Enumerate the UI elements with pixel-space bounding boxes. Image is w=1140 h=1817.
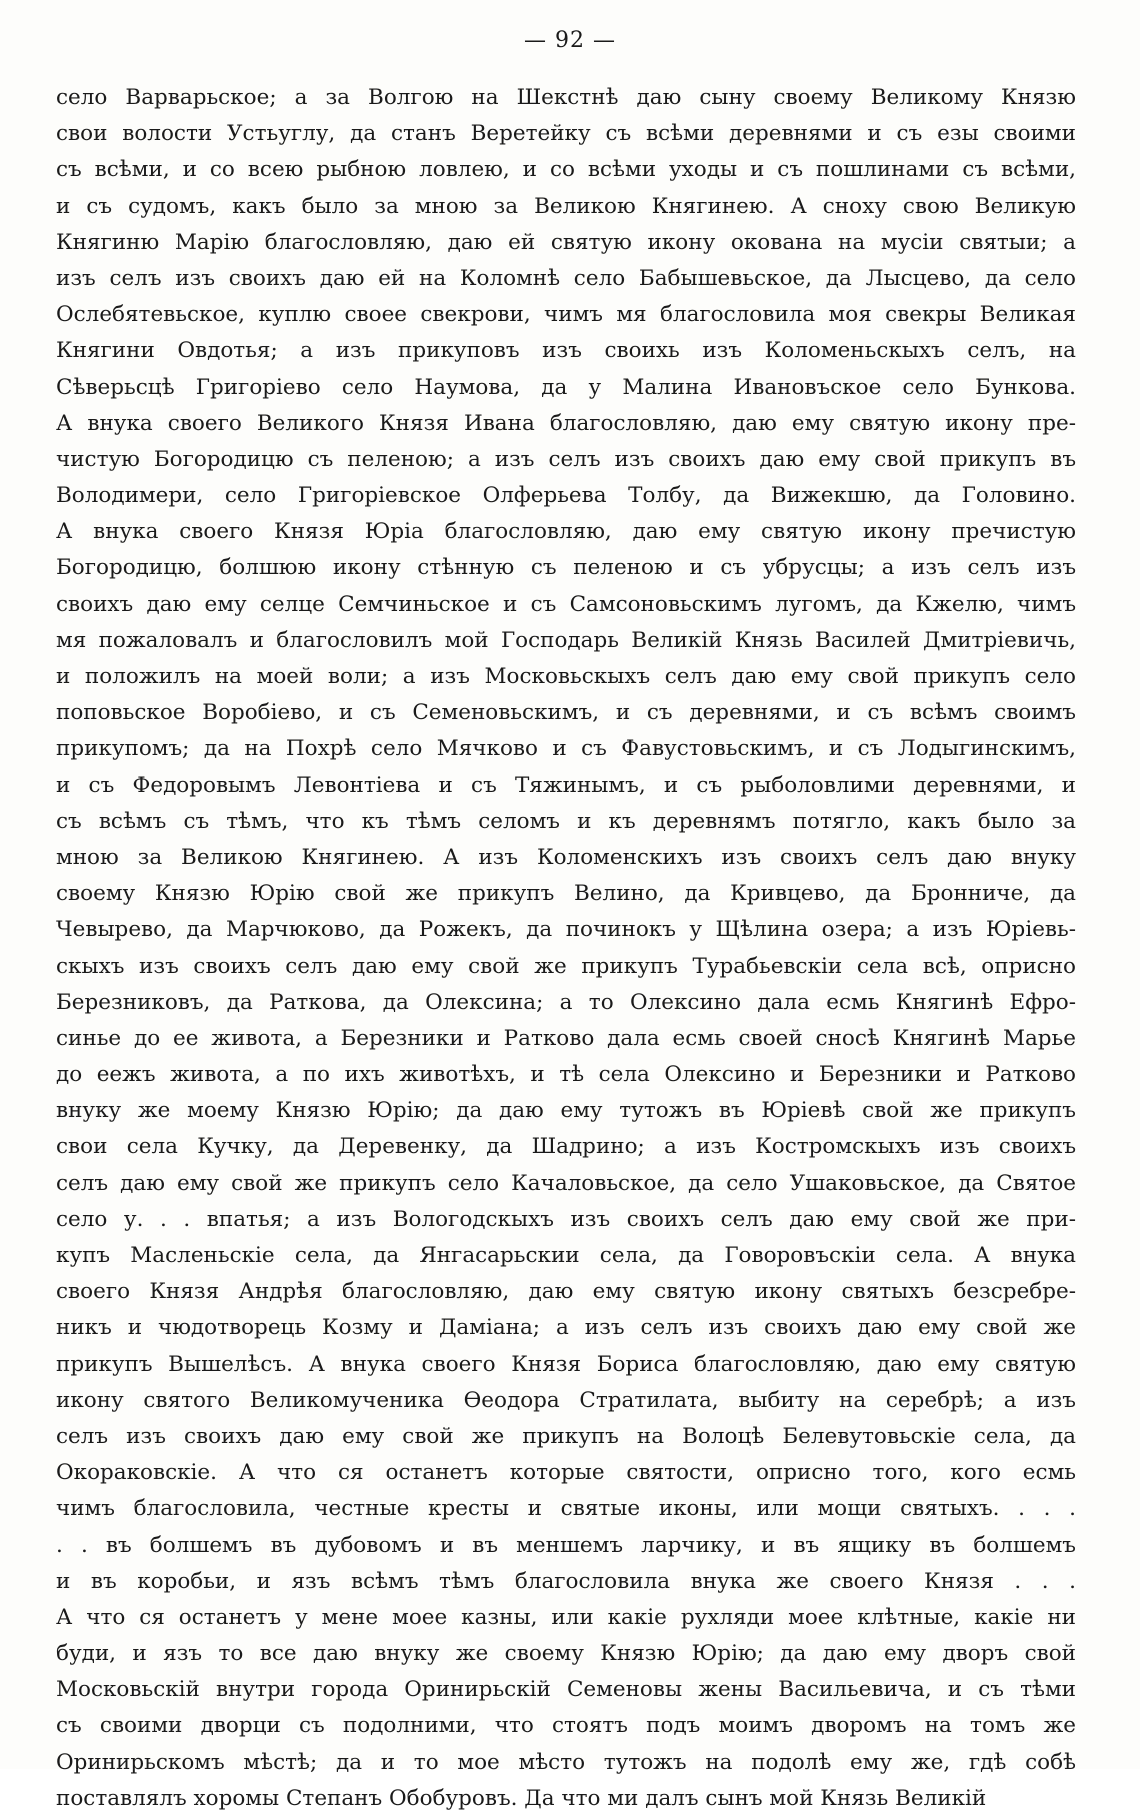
text-line: съ всѣми, и со всею рыбною ловлею, и со всѣми уходы и съ пошлинами съ всѣми, <box>56 157 1076 183</box>
text-line: синье до ее живота, а Березники и Ратково дала есмь своей сносѣ Княгинѣ Марье <box>56 1025 1076 1051</box>
page-number: — 92 — <box>524 28 616 53</box>
text-line: Московьскій внутри города Оринирьскій Семеновы жены Васильевича, и съ тѣми <box>56 1677 1076 1703</box>
text-line: своихъ даю ему селце Семчиньское и съ Самсоновьскимъ лугомъ, да Кжелю, чимъ <box>56 591 1076 617</box>
text-line: селъ изъ своихъ даю ему свой же прикупъ на Волоцѣ Белевутовьскіе села, да <box>56 1423 1076 1449</box>
text-line: мною за Великою Княгинею. А изъ Коломенскихъ изъ своихъ селъ даю внуку <box>56 844 1076 870</box>
text-line: своего Князя Андрѣя благословляю, даю ему святую икону святыхъ безсребре- <box>56 1279 1076 1305</box>
text-line: Володимери, село Григоріевское Олферьева Толбу, да Вижекшю, да Головино. <box>56 483 1076 509</box>
text-line: и положилъ на моей воли; а изъ Московьскыхъ селъ даю ему свой прикупъ село <box>56 664 1076 689</box>
text-line: Чевырево, да Марчюково, да Рожекъ, да починокъ у Щѣлина озера; а изъ Юріевь- <box>56 917 1076 943</box>
text-line: Оринирьскомъ мѣстѣ; да и то мое мѣсто тутожъ на подолѣ ему же, гдѣ собѣ <box>56 1749 1076 1775</box>
text-line: прикупъ Вышелѣсъ. А внука своего Князя Бориса благословляю, даю ему святую <box>56 1351 1076 1377</box>
text-line: икону святого Великомученика Ѳеодора Стратилата, выбиту на серебрѣ; а изъ <box>56 1387 1076 1413</box>
text-line: поповьское Воробіево, и съ Семеновьскимъ, и съ деревнями, и съ всѣмъ своимъ <box>56 700 1076 726</box>
text-line: селъ даю ему свой же прикупъ село Качаловьское, да село Ушаковьское, да Святое <box>56 1170 1076 1196</box>
text-line: чистую Богородицю съ пеленою; а изъ селъ изъ своихъ даю ему свой прикупъ въ <box>56 446 1076 472</box>
text-line: село Варварьское; а за Волгою на Шекстнѣ даю сыну своему Великому Князю <box>56 85 1076 110</box>
text-line: Березниковъ, да Раткова, да Олексина; а то Олексино дала есмь Княгинѣ Ефро- <box>56 989 1076 1015</box>
text-line: Окораковскіе. А что ся останетъ которые святости, оприсно того, кого есмь <box>56 1460 1076 1486</box>
text-line: мя пожаловалъ и благословилъ мой Господарь Великій Князь Василей Дмитріевичь, <box>56 627 1076 653</box>
text-line: купъ Масленьскіе села, да Янгасарьскии села, да Говоровъскіи села. А внука <box>56 1243 1076 1268</box>
text-line: свои волости Устьуглу, да станъ Веретейку съ всѣми деревнями и съ езы своими <box>56 121 1076 147</box>
text-line: и съ судомъ, какъ было за мною за Великою Княгинею. А сноху свою Великую <box>56 193 1076 219</box>
text-line: А что ся останетъ у мене моее казны, или какіе рухляди моее клѣтные, какіе ни <box>56 1604 1076 1630</box>
text-line: село у. . . впатья; а изъ Вологодскыхъ изъ своихъ селъ даю ему свой же при- <box>56 1206 1076 1232</box>
text-line: буди, и язъ то все даю внуку же своему Князю Юрію; да даю ему дворъ свой <box>56 1641 1076 1667</box>
text-line: Княгини Овдотья; а изъ прикуповъ изъ своихь изъ Коломеньскыхъ селъ, на <box>56 338 1076 364</box>
text-line: свои села Кучку, да Деревенку, да Шадрино; а изъ Костромскыхъ изъ своихъ <box>56 1134 1076 1160</box>
text-line: Княгиню Марію благословляю, даю ей святую икону окована на мусіи святыи; а <box>56 229 1076 255</box>
text-line: Ослебятевьское, куплю своее свекрови, чимъ мя благословила моя свекры Великая <box>56 302 1076 328</box>
text-line: А внука своего Князя Юріа благословляю, даю ему святую икону пречистую <box>56 519 1076 545</box>
text-line: внуку же моему Князю Юрію; да даю ему тутожъ въ Юріевѣ свой же прикупъ <box>56 1098 1076 1124</box>
text-line: изъ селъ изъ своихъ даю ей на Коломнѣ село Бабышевьское, да Лысцево, да село <box>56 265 1076 291</box>
text-line: Богородицю, болшюю икону стѣнную съ пеленою и съ убрусцы; а изъ селъ изъ <box>56 555 1076 581</box>
text-line: скыхъ изъ своихъ селъ даю ему свой же прикупъ Турабьевскіи села всѣ, оприсно <box>56 953 1076 979</box>
text-line: своему Князю Юрію свой же прикупъ Велино, да Кривцево, да Бронниче, да <box>56 881 1076 907</box>
text-line: и въ коробьи, и язъ всѣмъ тѣмъ благословила внука же своего Князя . . . <box>56 1568 1076 1594</box>
text-line: съ всѣмъ съ тѣмъ, что къ тѣмъ селомъ и къ деревнямъ потягло, какъ было за <box>56 808 1076 834</box>
text-line: Сѣверьсцѣ Григоріево село Наумова, да у Малина Ивановъское село Бункова. <box>56 374 1076 400</box>
text-line: А внука своего Великого Князя Ивана благословляю, даю ему святую икону пре- <box>56 410 1076 436</box>
text-line: никъ и чюдотворець Козму и Даміана; а изъ селъ изъ своихъ даю ему свой же <box>56 1315 1076 1341</box>
text-line: до еежъ живота, а по ихъ животѣхъ, и тѣ села Олексино и Березники и Ратково <box>56 1062 1076 1088</box>
text-line: прикупомъ; да на Похрѣ село Мячково и съ Фавустовьскимъ, и съ Лодыгинскимъ, <box>56 736 1076 762</box>
body-text <box>56 80 1076 1817</box>
text-line: съ своими дворци съ подолними, что стоятъ подъ моимъ дворомъ на томъ же <box>56 1713 1076 1739</box>
text-line: . . въ болшемъ въ дубовомъ и въ меншемъ ларчику, и въ ящику въ болшемъ <box>56 1532 1076 1558</box>
text-line: чимъ благословила, честные кресты и святые иконы, или мощи святыхъ. . . . <box>56 1496 1076 1522</box>
text-line: и съ Федоровымъ Левонтіева и съ Тяжинымъ, и съ рыболовлими деревнями, и <box>56 772 1076 798</box>
text-line: поставлялъ хоромы Степанъ Обобуровъ. Да что ми далъ сынъ мой Князь Великій <box>56 1785 987 1811</box>
